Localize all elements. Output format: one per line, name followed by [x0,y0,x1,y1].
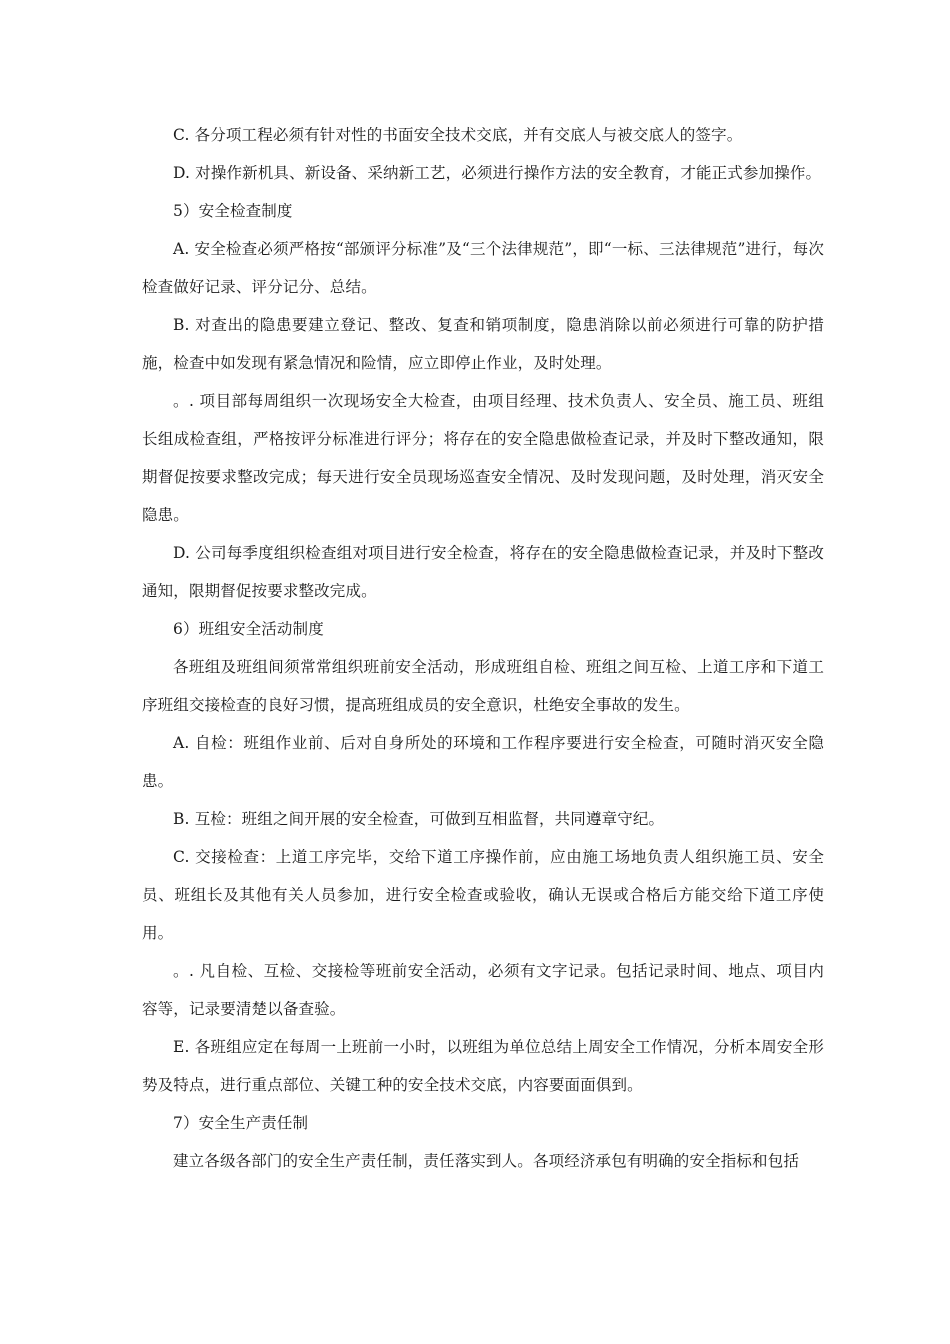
section-heading-safety-inspection: 5）安全检查制度 [173,202,293,220]
section-heading-team-activities: 6）班组安全活动制度 [173,620,324,638]
paragraph-d-written-records: 。. 凡自检、互检、交接检等班前安全活动，必须有文字记录。包括记录时间、地点、项目内容等，记录要清楚以备查验。 [142,962,824,1018]
paragraph-team-activities-intro: 各班组及班组间须常常组织班前安全活动，形成班组自检、班组之间互检、上道工序和下道工序班组交接检查的良好习惯，提高班组成员的安全意识，杜绝安全事故的发生。 [142,658,824,714]
paragraph-d-quarterly-inspection: D. 公司每季度组织检查组对项目进行安全检查，将存在的安全隐患做检查记录，并及时下整改通知，限期督促按要求整改完成。 [142,544,824,600]
document-body [142,116,824,1180]
paragraph-responsibility-system: 建立各级各部门的安全生产责任制，责任落实到人。各项经济承包有明确的安全指标和包括 [173,1152,800,1170]
paragraph-a-inspection-standards: A. 安全检查必须严格按“部颁评分标准”及“三个法律规范”，即“一标、三法律规范”进行，每次检查做好记录、评分记分、总结。 [142,240,824,296]
paragraph-c-weekly-inspection: 。. 项目部每周组织一次现场安全大检查，由项目经理、技术负责人、安全员、施工员、班组长组成检查组，严格按评分标准进行评分；将存在的安全隐患做检查记录，并及时下整改通知，限期督促按要求整改完成；每天进行安全员现场巡查安全情况、及时发现问题，及时处理，消灭安全隐患。 [142,392,824,524]
paragraph-b-mutual-check: B. 互检：班组之间开展的安全检查，可做到互相监督，共同遵章守纪。 [173,810,665,828]
paragraph-c-technical-briefing: C. 各分项工程必须有针对性的书面安全技术交底，并有交底人与被交底人的签字。 [173,126,743,144]
paragraph-e-weekly-summary: E. 各班组应定在每周一上班前一小时，以班组为单位总结上周安全工作情况，分析本周安全形势及特点，进行重点部位、关键工种的安全技术交底，内容要面面俱到。 [142,1038,824,1094]
paragraph-c-handover-check: C. 交接检查：上道工序完毕，交给下道工序操作前，应由施工场地负责人组织施工员、安全员、班组长及其他有关人员参加，进行安全检查或验收，确认无误或合格后方能交给下道工序使用。 [142,848,824,942]
section-heading-responsibility-system: 7）安全生产责任制 [173,1114,309,1132]
paragraph-a-self-check: A. 自检：班组作业前、后对自身所处的环境和工作程序要进行安全检查，可随时消灭安全隐患。 [142,734,824,790]
paragraph-d-new-equipment-training: D. 对操作新机具、新设备、采纳新工艺，必须进行操作方法的安全教育，才能正式参加操作。 [173,164,822,182]
paragraph-b-hazard-registration: B. 对查出的隐患要建立登记、整改、复查和销项制度，隐患消除以前必须进行可靠的防护措施，检查中如发现有紧急情况和险情，应立即停止作业，及时处理。 [142,316,824,372]
